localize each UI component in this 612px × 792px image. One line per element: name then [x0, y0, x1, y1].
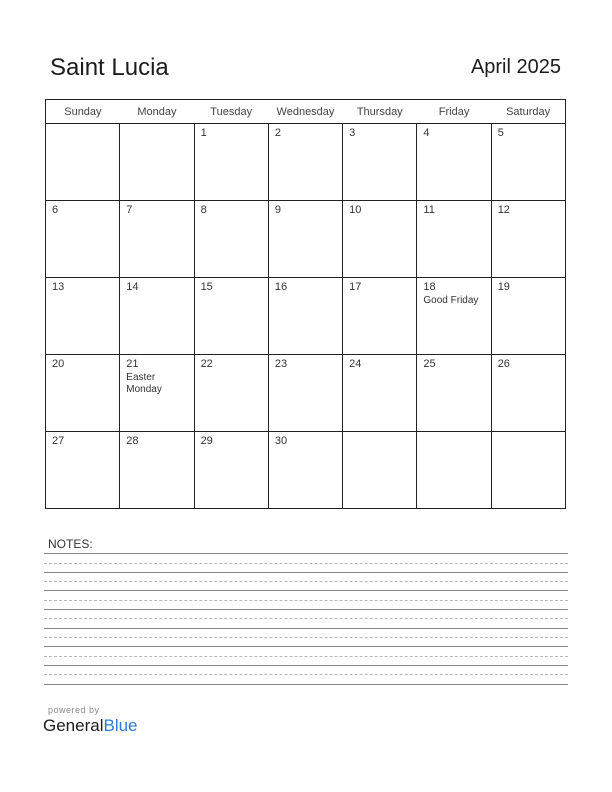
day-number: 17: [349, 281, 362, 293]
day-number: 16: [274, 281, 288, 293]
day-cell[interactable]: [194, 201, 268, 278]
day-cell[interactable]: [268, 432, 342, 509]
day-number: 14: [126, 281, 139, 293]
day-cell[interactable]: [268, 124, 342, 201]
day-number: 26: [497, 358, 510, 370]
day-number: [120, 124, 193, 127]
day-number: 22: [200, 358, 213, 370]
week-row: [46, 201, 566, 278]
day-cell[interactable]: [268, 278, 342, 355]
weekday-header: Saturday: [491, 100, 565, 124]
day-cell[interactable]: [120, 201, 194, 278]
month-year-label: April 2025: [470, 56, 561, 78]
day-number: 27: [52, 435, 65, 447]
day-number: 23: [274, 358, 288, 370]
day-cell[interactable]: [417, 355, 491, 432]
weekday-header: Sunday: [46, 100, 120, 124]
notes-line: [44, 609, 568, 610]
day-number: [343, 432, 416, 435]
day-cell[interactable]: [46, 432, 120, 509]
day-number: 10: [349, 204, 362, 216]
notes-line: [44, 590, 568, 591]
day-cell[interactable]: [417, 432, 491, 509]
day-cell[interactable]: [417, 278, 491, 355]
powered-by-label: powered by: [48, 705, 100, 715]
holiday-label: Easter Monday: [126, 372, 162, 395]
day-number: 5: [497, 127, 504, 139]
day-cell[interactable]: [343, 124, 417, 201]
brand-logo-part2: Blue: [103, 716, 138, 735]
day-number: 28: [126, 435, 139, 447]
notes-line: [44, 646, 568, 647]
holiday-label: Good Friday: [423, 295, 479, 306]
day-cell[interactable]: [120, 124, 194, 201]
week-row: [46, 124, 566, 201]
weekday-header: Thursday: [343, 100, 417, 124]
day-number: 3: [349, 127, 356, 139]
day-cell[interactable]: [120, 355, 194, 432]
day-cell[interactable]: [491, 355, 565, 432]
day-cell[interactable]: [194, 278, 268, 355]
day-number: 8: [200, 204, 207, 216]
day-cell[interactable]: [491, 278, 565, 355]
day-cell[interactable]: [268, 355, 342, 432]
calendar-grid: [45, 99, 566, 509]
notes-line: [44, 628, 568, 629]
day-number: 13: [52, 281, 65, 293]
day-cell[interactable]: [46, 278, 120, 355]
notes-line: [44, 674, 568, 675]
day-number: 15: [200, 281, 213, 293]
day-cell[interactable]: [46, 124, 120, 201]
day-cell[interactable]: [491, 201, 565, 278]
day-cell[interactable]: [343, 355, 417, 432]
weekday-header: Wednesday: [268, 100, 342, 124]
day-number: [46, 124, 119, 127]
day-number: 11: [423, 204, 435, 216]
day-number: [417, 432, 490, 435]
notes-line: [44, 581, 568, 582]
day-cell[interactable]: [417, 201, 491, 278]
notes-line: [44, 553, 568, 554]
day-number: 4: [423, 127, 430, 139]
notes-line: [44, 684, 568, 685]
week-row: [46, 278, 566, 355]
day-number: 21: [126, 358, 139, 370]
day-cell[interactable]: [194, 124, 268, 201]
day-number: 25: [423, 358, 436, 370]
week-row: [46, 355, 566, 432]
brand-logo[interactable]: [43, 716, 138, 736]
weekday-header-row: [46, 100, 566, 124]
notes-line: [44, 618, 568, 619]
weekday-header: Tuesday: [194, 100, 268, 124]
day-number: 18: [423, 281, 436, 293]
weekday-header: Friday: [417, 100, 491, 124]
day-number: 2: [274, 127, 281, 139]
day-cell[interactable]: [46, 355, 120, 432]
notes-line: [44, 637, 568, 638]
day-number: 29: [200, 435, 213, 447]
day-cell[interactable]: [343, 278, 417, 355]
brand-logo-part1: General: [43, 716, 104, 735]
notes-line: [44, 600, 568, 601]
day-cell[interactable]: [120, 432, 194, 509]
day-cell[interactable]: [491, 432, 565, 509]
weekday-header: Monday: [120, 100, 194, 124]
day-cell[interactable]: [268, 201, 342, 278]
day-number: 12: [497, 204, 510, 216]
day-number: 30: [274, 435, 288, 447]
week-row: [46, 432, 566, 509]
day-number: 1: [200, 127, 207, 139]
calendar-title: Saint Lucia: [50, 54, 169, 81]
notes-line: [44, 665, 568, 666]
day-number: 24: [349, 358, 362, 370]
day-number: 9: [274, 204, 281, 216]
day-cell[interactable]: [417, 124, 491, 201]
notes-line: [44, 563, 568, 564]
day-cell[interactable]: [46, 201, 120, 278]
day-cell[interactable]: [491, 124, 565, 201]
day-number: [492, 432, 565, 435]
day-cell[interactable]: [120, 278, 194, 355]
day-cell[interactable]: [343, 201, 417, 278]
day-number: 19: [497, 281, 510, 293]
notes-label: NOTES:: [48, 537, 93, 551]
day-cell[interactable]: [343, 432, 417, 509]
day-cell[interactable]: [194, 355, 268, 432]
day-cell[interactable]: [194, 432, 268, 509]
notes-line: [44, 656, 568, 657]
day-number: 7: [126, 204, 133, 216]
notes-line: [44, 572, 568, 573]
day-number: 20: [52, 358, 65, 370]
day-number: 6: [52, 204, 59, 216]
